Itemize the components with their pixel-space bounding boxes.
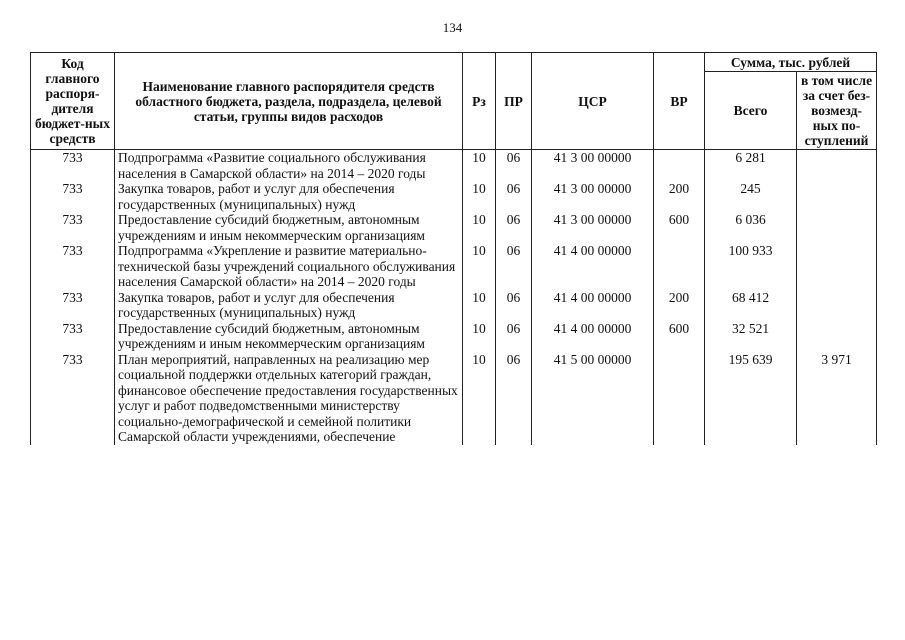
cell-total: 245 bbox=[705, 181, 797, 212]
table-row bbox=[31, 243, 877, 290]
cell-vr bbox=[654, 352, 705, 445]
cell-name: Закупка товаров, работ и услуг для обеспечения государственных (муниципальных) нужд bbox=[115, 290, 463, 321]
cell-pr: 06 bbox=[496, 181, 532, 212]
cell-extra bbox=[797, 243, 877, 290]
header-csr: ЦСР bbox=[532, 53, 654, 150]
cell-name: Закупка товаров, работ и услуг для обеспечения государственных (муниципальных) нужд bbox=[115, 181, 463, 212]
cell-rz: 10 bbox=[463, 212, 496, 243]
header-total: Всего bbox=[705, 72, 797, 150]
cell-csr: 41 3 00 00000 bbox=[532, 150, 654, 182]
cell-total: 6 281 bbox=[705, 150, 797, 182]
cell-vr bbox=[654, 243, 705, 290]
cell-extra bbox=[797, 150, 877, 182]
cell-csr: 41 4 00 00000 bbox=[532, 290, 654, 321]
cell-rz: 10 bbox=[463, 243, 496, 290]
cell-vr: 200 bbox=[654, 181, 705, 212]
table-body bbox=[31, 150, 877, 445]
table-row bbox=[31, 212, 877, 243]
cell-code: 733 bbox=[31, 181, 115, 212]
cell-extra: 3 971 bbox=[797, 352, 877, 445]
header-code: Код главного распоря-дителя бюджет-ных средств bbox=[31, 53, 115, 150]
cell-rz: 10 bbox=[463, 181, 496, 212]
table-header bbox=[31, 53, 877, 150]
cell-pr: 06 bbox=[496, 321, 532, 352]
cell-vr: 200 bbox=[654, 290, 705, 321]
cell-code: 733 bbox=[31, 321, 115, 352]
header-sum: Сумма, тыс. рублей bbox=[705, 53, 877, 72]
cell-pr: 06 bbox=[496, 150, 532, 182]
cell-vr: 600 bbox=[654, 212, 705, 243]
cell-code: 733 bbox=[31, 150, 115, 182]
cell-code: 733 bbox=[31, 352, 115, 445]
cell-csr: 41 3 00 00000 bbox=[532, 212, 654, 243]
cell-csr: 41 4 00 00000 bbox=[532, 243, 654, 290]
cell-csr: 41 5 00 00000 bbox=[532, 352, 654, 445]
cell-csr: 41 3 00 00000 bbox=[532, 181, 654, 212]
cell-pr: 06 bbox=[496, 243, 532, 290]
cell-extra bbox=[797, 290, 877, 321]
cell-name: Подпрограмма «Развитие социального обслуживания населения в Самарской области» на 2014 – 2020 годы bbox=[115, 150, 463, 182]
table-row bbox=[31, 181, 877, 212]
cell-vr bbox=[654, 150, 705, 182]
cell-pr: 06 bbox=[496, 290, 532, 321]
cell-total: 100 933 bbox=[705, 243, 797, 290]
budget-table bbox=[30, 52, 877, 445]
table-row bbox=[31, 150, 877, 182]
cell-rz: 10 bbox=[463, 352, 496, 445]
cell-extra bbox=[797, 212, 877, 243]
header-including: в том числе за счет без-возмезд-ных по-ступлений bbox=[797, 72, 877, 150]
table-row bbox=[31, 352, 877, 445]
cell-total: 195 639 bbox=[705, 352, 797, 445]
header-name: Наименование главного распорядителя средств областного бюджета, раздела, подраздела, целевой статьи, группы видов расходов bbox=[115, 53, 463, 150]
cell-rz: 10 bbox=[463, 321, 496, 352]
cell-name: Подпрограмма «Укрепление и развитие материально-технической базы учреждений социального обслуживания населения Самарской области» на 2014 – 2020 годы bbox=[115, 243, 463, 290]
cell-csr: 41 4 00 00000 bbox=[532, 321, 654, 352]
cell-vr: 600 bbox=[654, 321, 705, 352]
table-row bbox=[31, 321, 877, 352]
cell-pr: 06 bbox=[496, 352, 532, 445]
header-vr: ВР bbox=[654, 53, 705, 150]
table-row bbox=[31, 290, 877, 321]
cell-code: 733 bbox=[31, 290, 115, 321]
header-rz: Рз bbox=[463, 53, 496, 150]
cell-name: Предоставление субсидий бюджетным, автономным учреждениям и иным некоммерческим организациям bbox=[115, 321, 463, 352]
cell-total: 6 036 bbox=[705, 212, 797, 243]
cell-code: 733 bbox=[31, 212, 115, 243]
cell-extra bbox=[797, 321, 877, 352]
cell-rz: 10 bbox=[463, 290, 496, 321]
cell-total: 68 412 bbox=[705, 290, 797, 321]
cell-name: План мероприятий, направленных на реализацию мер социальной поддержки отдельных категорий граждан, финансовое обеспечение предоставления государственных услуг и работ подведомственными министерству социально-демографической и семейной политики Самарской области учреждениями, обеспечение bbox=[115, 352, 463, 445]
cell-extra bbox=[797, 181, 877, 212]
page-number: 134 bbox=[442, 20, 463, 35]
cell-total: 32 521 bbox=[705, 321, 797, 352]
cell-rz: 10 bbox=[463, 150, 496, 182]
cell-pr: 06 bbox=[496, 212, 532, 243]
header-pr: ПР bbox=[496, 53, 532, 150]
cell-name: Предоставление субсидий бюджетным, автономным учреждениям и иным некоммерческим организациям bbox=[115, 212, 463, 243]
cell-code: 733 bbox=[31, 243, 115, 290]
